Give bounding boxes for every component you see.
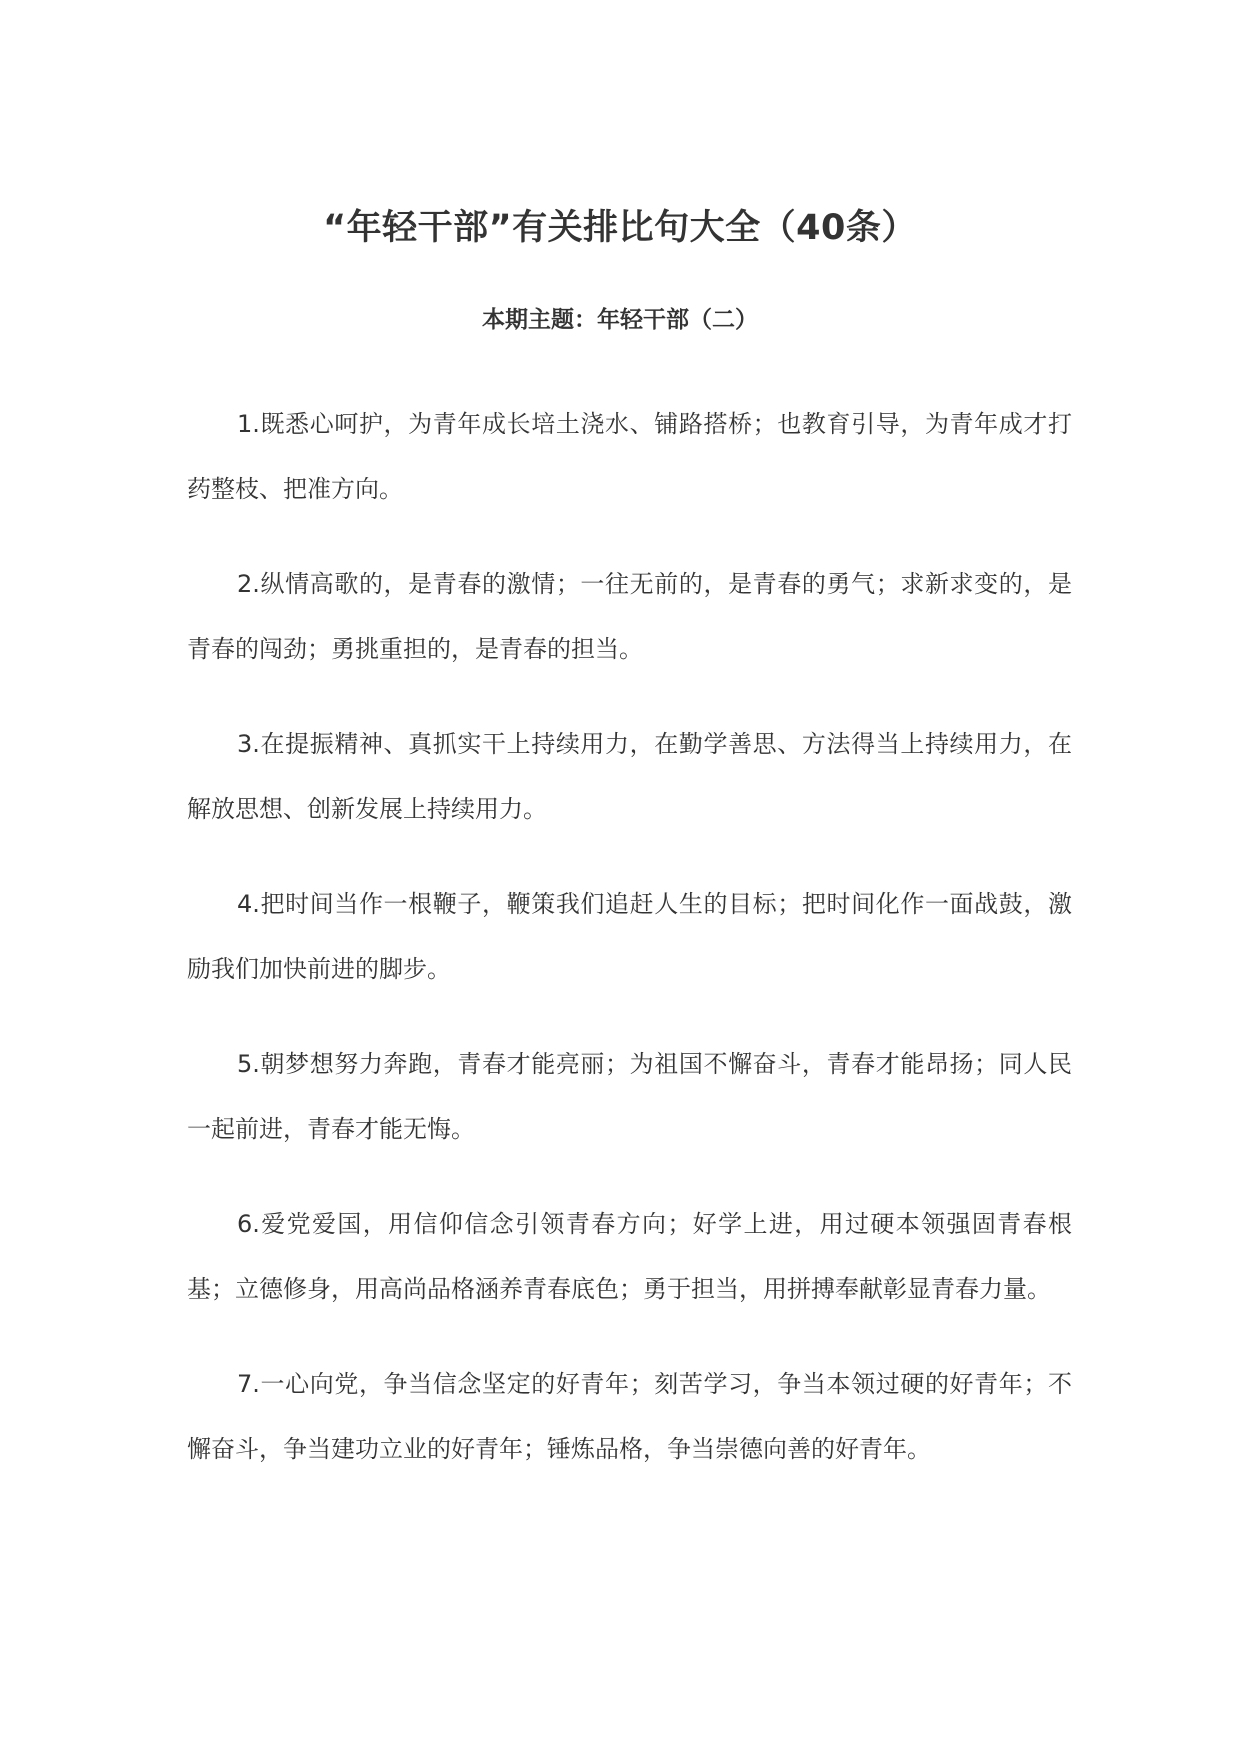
document-body — [187, 392, 1072, 1512]
paragraph-6: 6.爱党爱国，用信仰信念引领青春方向；好学上进，用过硬本领强固青春根基；立德修身，用高尚品格涵养青春底色；勇于担当，用拼搏奉献彰显青春力量。 — [187, 1210, 1072, 1303]
document-title: “年轻干部”有关排比句大全（40条） — [323, 208, 917, 248]
paragraph-7: 7.一心向党，争当信念坚定的好青年；刻苦学习，争当本领过硬的好青年；不懈奋斗，争当建功立业的好青年；锤炼品格，争当崇德向善的好青年。 — [187, 1370, 1072, 1463]
paragraph-2: 2.纵情高歌的，是青春的激情；一往无前的，是青春的勇气；求新求变的，是青春的闯劲；勇挑重担的，是青春的担当。 — [187, 570, 1072, 663]
paragraph-5: 5.朝梦想努力奔跑，青春才能亮丽；为祖国不懈奋斗，青春才能昂扬；同人民一起前进，青春才能无悔。 — [187, 1050, 1072, 1143]
paragraph-3: 3.在提振精神、真抓实干上持续用力，在勤学善思、方法得当上持续用力，在解放思想、创新发展上持续用力。 — [187, 730, 1072, 823]
paragraph-1: 1.既悉心呵护，为青年成长培土浇水、铺路搭桥；也教育引导，为青年成才打药整枝、把准方向。 — [187, 410, 1072, 503]
paragraph-4: 4.把时间当作一根鞭子，鞭策我们追赶人生的目标；把时间化作一面战鼓，激励我们加快前进的脚步。 — [187, 890, 1072, 983]
document-subtitle: 本期主题：年轻干部（二） — [482, 307, 758, 333]
